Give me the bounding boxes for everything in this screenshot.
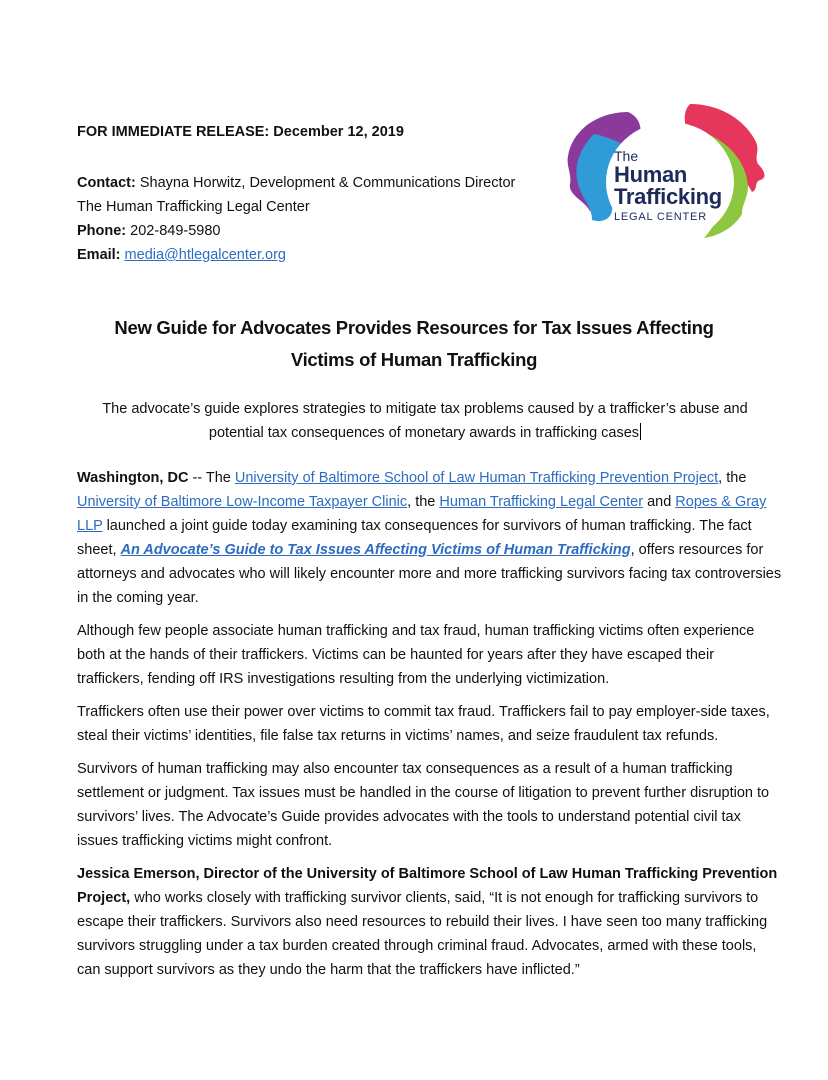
phone-label: Phone: [77, 223, 127, 239]
headline-line-1: New Guide for Advocates Provides Resources for Tax Issues Affecting [114, 317, 714, 338]
intro-text-4: and [643, 494, 676, 510]
paragraph-2: Although few people associate human trafficking and tax fraud, human trafficking victims often experience both at the hands of their traffickers. Victims can be haunted for years after they have escaped their traffickers, fending off IRS investigations resulting from the underlying victimization. [77, 623, 755, 687]
release-label: FOR IMMEDIATE RELEASE: [77, 124, 270, 140]
link-ropes-gray[interactable]: Ropes & Gray LLP [77, 494, 767, 534]
logo-the: The [614, 148, 639, 164]
subheadline [70, 397, 780, 445]
email-link[interactable]: media@htlegalcenter.org [124, 247, 286, 263]
paragraph-4: Survivors of human trafficking may also encounter tax consequences as a result of a human trafficking settlement or judgment. Tax issues must be handled in the course of litigation to prevent further disruption to survivors’ lives. The Advocate’s Guide provides advocates with the tools to understand potential civil tax issues trafficking victims might confront. [77, 761, 770, 849]
dateline: Washington, DC [77, 470, 189, 486]
headline-line-2: Victims of Human Trafficking [290, 349, 538, 370]
quote-speaker: Jessica Emerson, Director of the University of Baltimore School of Law Human Trafficking Prevention Project, [77, 866, 778, 906]
intro-text-3: , the [407, 494, 440, 510]
intro-text-6: , offers resources for attorneys and advocates who will likely encounter more and more trafficking survivors facing tax controversies in the coming year. [77, 542, 782, 606]
link-htlc[interactable]: Human Trafficking Legal Center [439, 494, 644, 510]
contact-block [77, 171, 517, 267]
link-ub-taxpayer-clinic[interactable]: University of Baltimore Low-Income Taxpayer Clinic [77, 494, 408, 510]
quote-text: who works closely with trafficking survivor clients, said, “It is not enough for trafficking survivors to escape their traffickers. Survivors also need resources to rebuild their lives. I have seen too many trafficking survivors struggling under a tax burden created through criminal fraud. Advocates, armed with these tools, can support survivors as they undo the harm that the traffickers have inflicted.” [77, 890, 768, 978]
email-label: Email: [77, 247, 121, 263]
phone-line [77, 219, 517, 243]
phone-number: 202-849-5980 [130, 223, 221, 239]
logo-human: Human [614, 162, 688, 187]
logo-legal-center: LEGAL CENTER [614, 211, 707, 223]
paragraph-intro [77, 466, 783, 610]
article-body [77, 466, 783, 991]
link-advocates-guide[interactable]: An Advocate’s Guide to Tax Issues Affecting Victims of Human Trafficking [120, 542, 631, 558]
release-date: December 12, 2019 [273, 124, 404, 140]
intro-text-2: , the [718, 470, 747, 486]
contact-line [77, 171, 517, 195]
contact-label: Contact: [77, 175, 136, 191]
logo-wordmark [614, 148, 722, 224]
contact-name: Shayna Horwitz, Development & Communications Director [139, 175, 516, 191]
release-line [77, 124, 404, 140]
email-line [77, 243, 517, 267]
organization-name: The Human Trafficking Legal Center [77, 199, 310, 215]
paragraph-quote [77, 862, 783, 982]
text-cursor [640, 423, 641, 440]
subheadline-line-1: The advocate’s guide explores strategies to mitigate tax problems caused by a trafficker’s abuse and [102, 401, 748, 417]
logo-trafficking: Trafficking [614, 184, 722, 209]
intro-text-5: launched a joint guide today examining tax consequences for survivors of human trafficking. The fact sheet, [77, 518, 752, 558]
intro-text-1: -- The [188, 470, 235, 486]
headline [60, 312, 768, 376]
subheadline-line-2 [70, 421, 780, 445]
link-ub-prevention-project[interactable]: University of Baltimore School of Law Human Trafficking Prevention Project [234, 470, 719, 486]
subheadline-line-2-text: potential tax consequences of monetary awards in trafficking cases [208, 425, 640, 441]
paragraph-3: Traffickers often use their power over victims to commit tax fraud. Traffickers fail to pay employer-side taxes, steal their victims’ identities, file false tax returns in victims’ names, and seize fraudulent tax refunds. [77, 704, 770, 744]
